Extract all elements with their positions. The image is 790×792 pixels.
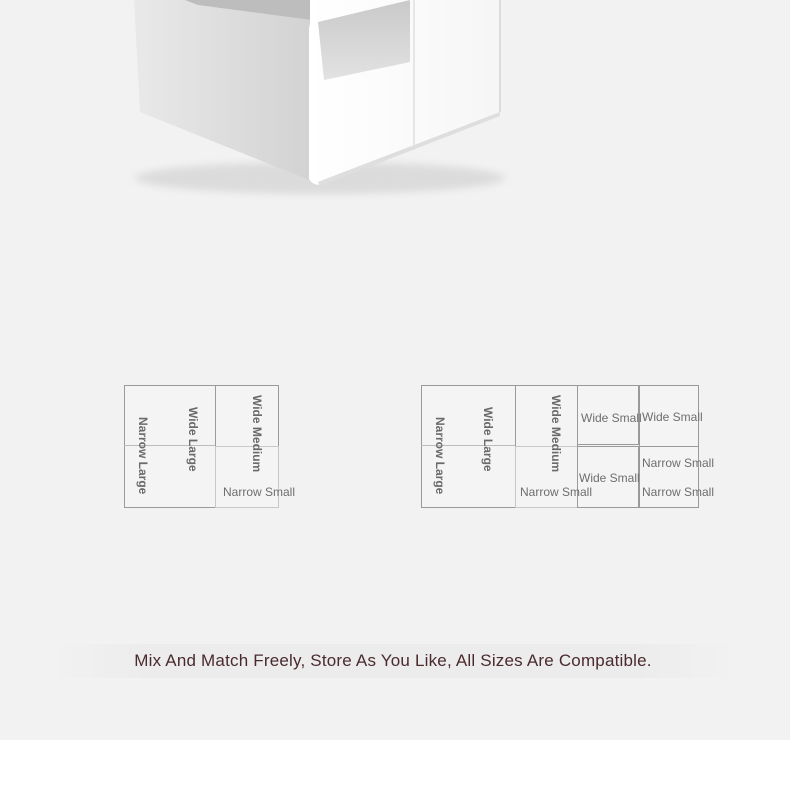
label-wide-medium: Wide Medium	[549, 395, 563, 473]
label-wide-small: Wide Small	[642, 410, 703, 424]
label-wide-medium: Wide Medium	[250, 395, 264, 473]
label-narrow-large: Narrow Large	[433, 417, 447, 495]
label-wide-small: Wide Small	[581, 411, 642, 425]
label-wide-large: Wide Large	[186, 407, 200, 472]
label-narrow-small: Narrow Small	[642, 456, 715, 470]
label-narrow-large: Narrow Large	[136, 417, 150, 495]
label-narrow-small: Narrow Small	[223, 485, 296, 499]
label-narrow-small: Narrow Small	[642, 485, 715, 499]
layout-diagram-a	[124, 385, 304, 510]
tagline-text: Mix And Match Freely, Store As You Like, All Sizes Are Compatible.	[134, 651, 652, 670]
layout-diagram-b	[421, 385, 721, 510]
label-narrow-small: Narrow Small	[520, 485, 593, 499]
label-wide-large: Wide Large	[481, 407, 495, 472]
storage-box-image	[0, 0, 790, 230]
tagline-banner	[48, 644, 738, 678]
label-wide-small: Wide Small	[579, 471, 640, 485]
